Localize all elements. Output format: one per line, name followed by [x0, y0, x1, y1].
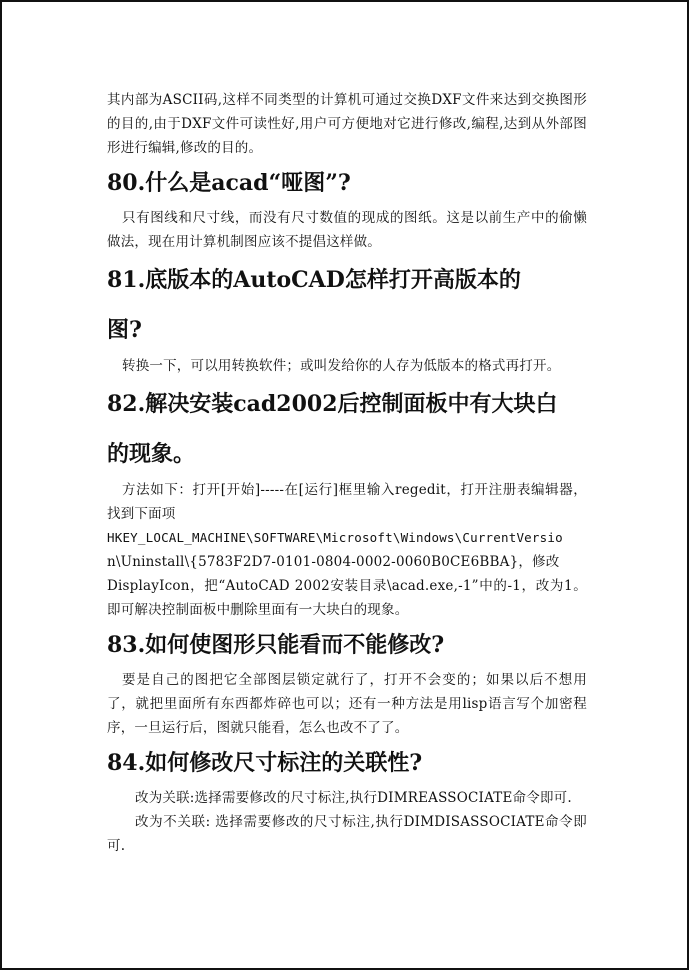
section-82-body-line4: DisplayIcon，把“AutoCAD 2002安装目录\acad.exe,-1”中的-1，改为1。即可解决控制面板中删除里面有一大块白的现象。: [107, 578, 587, 618]
section-81-heading-line2: 图?: [107, 317, 142, 343]
section-80-body: 只有图线和尺寸线，而没有尺寸数值的现成的图纸。这是以前生产中的偷懒做法，现在用计算机制图应该不提倡这样做。: [107, 210, 587, 250]
section-82-registry-path-line1: HKEY_LOCAL_MACHINE\SOFTWARE\Microsoft\Windows\CurrentVersio: [107, 530, 563, 545]
intro-paragraph: 其内部为ASCII码,这样不同类型的计算机可通过交换DXF文件来达到交换图形的目的,由于DXF文件可读性好,用户可方便地对它进行修改,编程,达到从外部图形进行编辑,修改的目的。: [107, 92, 587, 156]
section-81-body: 转换一下，可以用转换软件；或叫发给你的人存为低版本的格式再打开。: [122, 358, 561, 374]
section-83-heading: 83.如何使图形只能看而不能修改?: [107, 632, 445, 658]
section-84-body-associate: 改为关联:选择需要修改的尺寸标注,执行DIMREASSOCIATE命令即可.: [135, 790, 572, 806]
section-81-heading-line1: 81.底版本的AutoCAD怎样打开高版本的: [107, 267, 521, 293]
section-82-heading-line2: 的现象。: [107, 441, 196, 467]
section-82-heading-line1: 82.解决安装cad2002后控制面板中有大块白: [107, 391, 558, 417]
document-content: [107, 88, 587, 858]
section-83-body: 要是自己的图把它全部图层锁定就行了，打开不会变的；如果以后不想用了，就把里面所有东西都炸碎也可以；还有一种方法是用lisp语言写个加密程序，一旦运行后，图就只能看，怎么也改不了了。: [107, 672, 587, 736]
section-84-body-disassociate: 改为不关联: 选择需要修改的尺寸标注,执行DIMDISASSOCIATE命令即可.: [107, 814, 587, 854]
section-82-registry-path-line2: n\Uninstall\{5783F2D7-0101-0804-0002-0060B0CE6BBA}，修改: [107, 554, 560, 570]
section-80-heading: 80.什么是acad“哑图”?: [107, 170, 351, 196]
section-82-body-line1: 方法如下：打开[开始]-----在[运行]框里输入regedit，打开注册表编辑器，找到下面项: [107, 482, 587, 522]
section-84-heading: 84.如何修改尺寸标注的关联性?: [107, 750, 423, 776]
